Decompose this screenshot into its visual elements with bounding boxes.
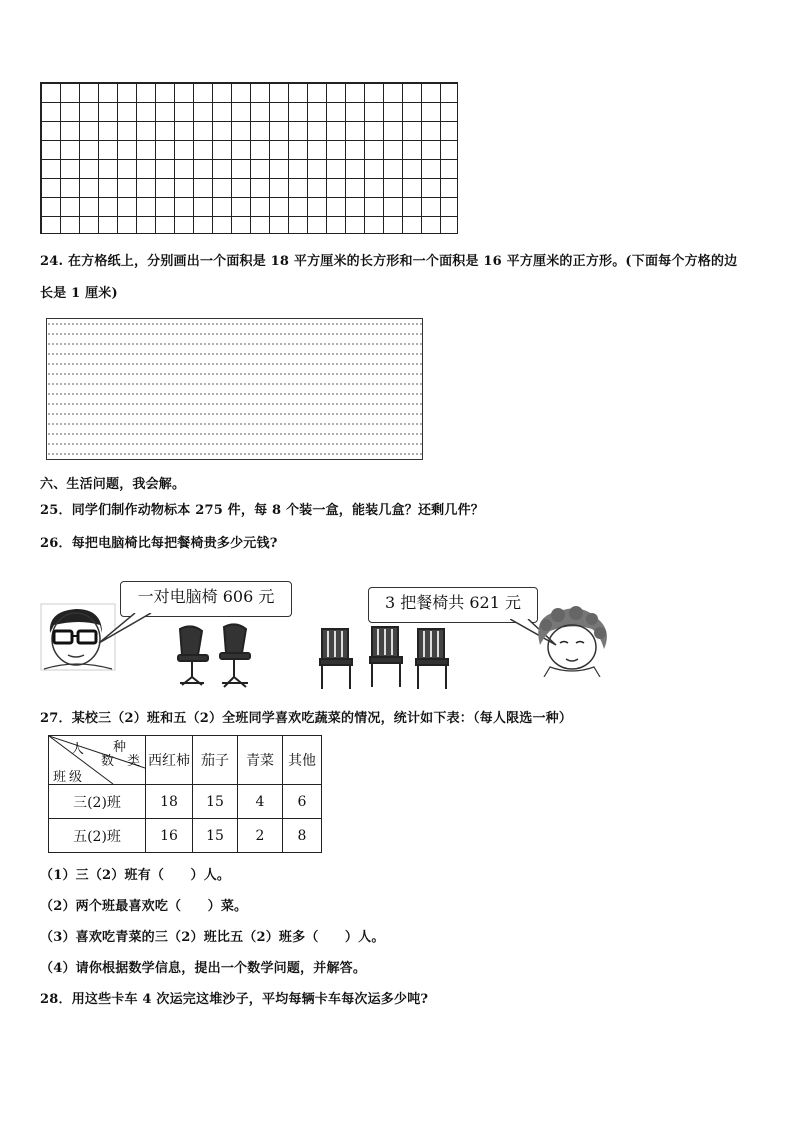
question-27-part-2: （2）两个班最喜欢吃（ ）菜。 — [40, 899, 248, 914]
row-label: 五(2)班 — [49, 819, 146, 853]
woman-with-curly-hair-icon — [530, 605, 612, 677]
question-27-part-4: （4）请你根据数学信息，提出一个数学问题，并解答。 — [40, 961, 367, 976]
column-header: 茄子 — [193, 736, 238, 785]
table-cell: 6 — [283, 785, 322, 819]
square-grid-paper — [40, 82, 458, 234]
section-6-title: 六、生活问题，我会解。 — [40, 477, 186, 492]
computer-chair-price-text: 一对电脑椅 606 元 — [137, 587, 275, 606]
table-cell: 18 — [146, 785, 193, 819]
column-header: 西红柿 — [146, 736, 193, 785]
dining-chair-price-text: 3 把餐椅共 621 元 — [385, 593, 521, 612]
row-label: 三(2)班 — [49, 785, 146, 819]
corner-label-ji: 级 — [69, 770, 83, 785]
dotted-grid-paper — [46, 318, 423, 460]
dining-chairs-icon — [316, 625, 456, 691]
question-25: 25．同学们制作动物标本 275 件，每 8 个装一盒，能装几盒？还剩几件？ — [40, 503, 484, 518]
table-cell: 2 — [238, 819, 283, 853]
corner-label-shu: 数 — [101, 754, 115, 769]
table-corner-header — [49, 736, 146, 785]
corner-label-ren: 人 — [71, 742, 85, 757]
question-27-part-3: （3）喜欢吃青菜的三（2）班比五（2）班多（ ）人。 — [40, 930, 385, 945]
question-24-line1: 24. 在方格纸上，分别画出一个面积是 18 平方厘米的长方形和一个面积是 16 平方厘米的正方形。(下面每个方格的边 — [40, 254, 738, 269]
speech-bubble-dining-chair — [368, 587, 538, 623]
corner-label-zhong: 种 — [113, 740, 127, 755]
question-27-part-1: （1）三（2）班有（ ）人。 — [40, 868, 231, 883]
computer-chairs-icon — [172, 621, 262, 691]
column-header: 青菜 — [238, 736, 283, 785]
table-cell: 15 — [193, 785, 238, 819]
table-cell: 16 — [146, 819, 193, 853]
column-header: 其他 — [283, 736, 322, 785]
table-header-row — [49, 736, 322, 785]
question-26: 26．每把电脑椅比每把餐椅贵多少元钱? — [40, 536, 278, 551]
corner-label-lei: 类 — [127, 754, 141, 769]
question-28: 28．用这些卡车 4 次运完这堆沙子，平均每辆卡车每次运多少吨? — [40, 992, 429, 1007]
question-27: 27．某校三（2）班和五（2）全班同学喜欢吃蔬菜的情况，统计如下表：（每人限选一种） — [40, 711, 573, 726]
table-cell: 8 — [283, 819, 322, 853]
bubble-tail-left — [95, 613, 155, 647]
vegetable-preference-table — [48, 735, 322, 853]
corner-label-ban: 班 — [53, 770, 67, 785]
table-cell: 15 — [193, 819, 238, 853]
chair-price-illustration — [40, 575, 620, 695]
table-cell: 4 — [238, 785, 283, 819]
question-24-line2: 长是 1 厘米) — [40, 286, 118, 301]
speech-bubble-computer-chair — [120, 581, 292, 617]
table-row — [49, 819, 322, 853]
table-row — [49, 785, 322, 819]
